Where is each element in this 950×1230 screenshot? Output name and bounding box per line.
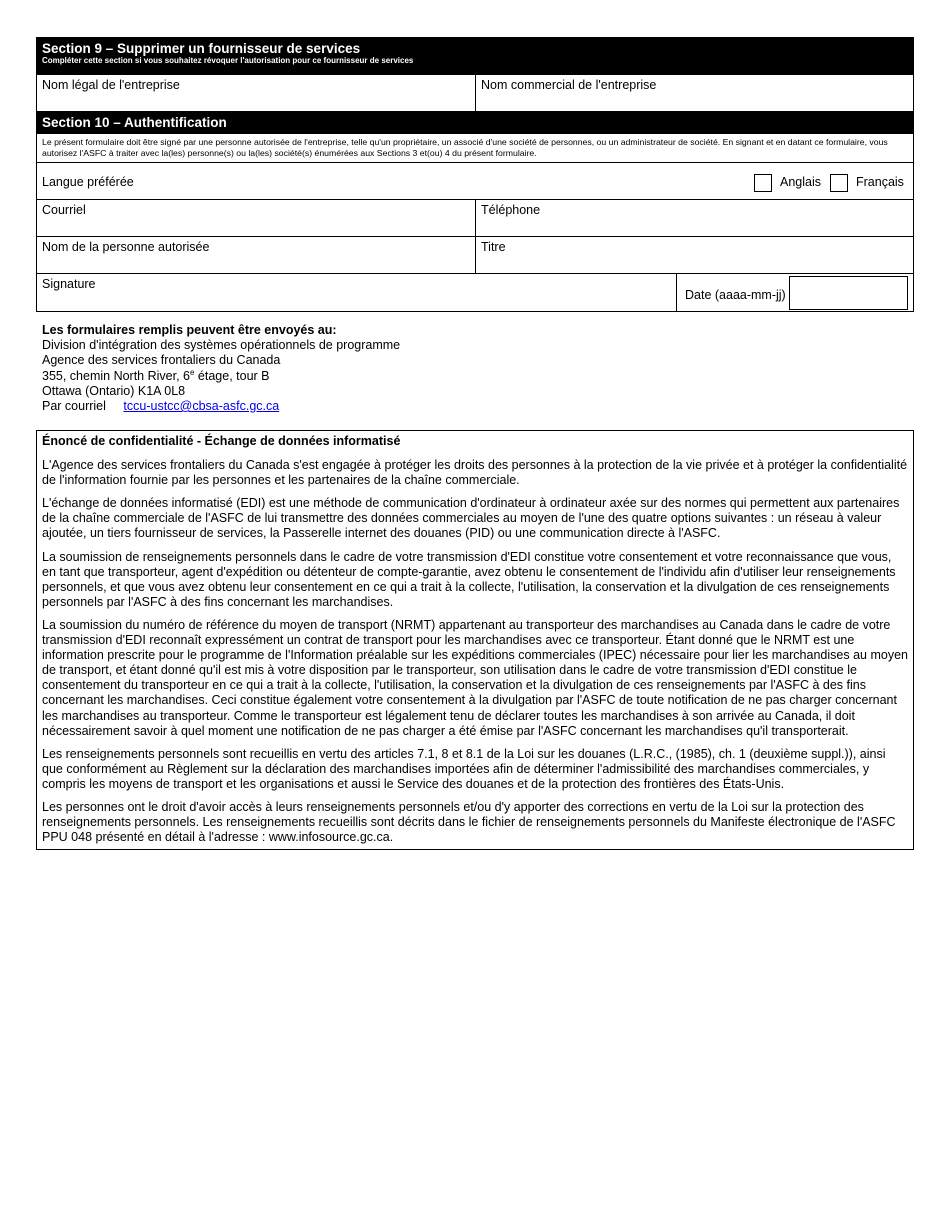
language-label: Langue préférée (42, 175, 134, 189)
mailing-line-4: Ottawa (Ontario) K1A 0L8 (42, 383, 186, 398)
mailing-line-2: Agence des services frontaliers du Canada (42, 353, 281, 368)
english-label: Anglais (780, 175, 821, 189)
section-10-header (36, 112, 914, 134)
title-field[interactable] (475, 236, 914, 274)
mailing-line-1: Division d'intégration des systèmes opérationnels de programme (42, 338, 401, 353)
privacy-heading: Énoncé de confidentialité - Échange de données informatisé (42, 434, 401, 448)
mailing-address-block (42, 323, 542, 414)
mailing-heading: Les formulaires remplis peuvent être envoyés au: (42, 323, 337, 337)
title-label: Titre (481, 240, 506, 254)
phone-field[interactable] (475, 199, 914, 237)
commercial-name-field[interactable] (475, 74, 914, 112)
authentication-notice-text: Le présent formulaire doit être signé par une personne autorisée de l'entreprise, telle qu'un propriétaire, un associé d'une société de personnes, ou un administrateur de société. En signant et en datant ce formulaire, vous autorisez l'ASFC à traiter avec la(les) personne(s) ou la(les) société(s) énumérées aux Sections 3 et(ou) 4 du présent formulaire. (42, 137, 888, 158)
legal-name-label: Nom légal de l'entreprise (42, 78, 180, 92)
french-label: Français (856, 175, 904, 189)
privacy-paragraph: L'échange de données informatisé (EDI) est une méthode de communication d'ordinateur à ordinateur axée sur des normes qui permettent aux partenaires de la chaîne commerciale de l'ASFC de lui transmettre des données commerciales au moyen de l'une des quatre options suivantes : un réseau à valeur ajoutée, un tiers fournisseur de services, la Passerelle internet des douanes (PID) ou une communication directe à l'ASFC. (42, 496, 900, 541)
authentication-notice (36, 133, 914, 163)
authorized-name-label: Nom de la personne autorisée (42, 240, 210, 254)
email-field[interactable] (36, 199, 476, 237)
privacy-paragraph: La soumission du numéro de référence du moyen de transport (NRMT) appartenant au transporteur des marchandises au Canada dans le cadre de votre transmission d'EDI reconnaît expressément un contrat de transport pour les marchandises avec ce transporteur. Étant donné que le NRMT est une information prescrite pour le programme de l'Information préalable sur les expéditions commerciales (IPEC) nécessaire pour lier les marchandises au moyen de transport, et étant donné qu'il est mis à votre disposition par le transporteur, son utilisation dans le cadre de votre transmission d'EDI constitue le consentement du transporteur en ce qui a trait à la collecte, l'utilisation, la conservation et la divulgation de ces renseignements par l'ASFC à des fins concernant les marchandises. Ceci constitue également votre consentement à la divulgation par l'ASFC de toute notification de ne pas charger concernant les marchandises au transporteur. Comme le transporteur est légalement tenu de déclarer toutes les marchandises à son arrivée au Canada, il doit nécessairement savoir à quel moment une notification de ne pas charger a été émise par l'ASFC concernant les marchandises qu'il transporterait. (42, 617, 908, 738)
section-9-header (36, 37, 914, 75)
commercial-name-label: Nom commercial de l'entreprise (481, 78, 657, 92)
mailing-email-row (42, 399, 542, 414)
privacy-paragraph: L'Agence des services frontaliers du Canada s'est engagée à protéger les droits des personnes à la protection de la vie privée et à protéger la confidentialité de l'information fournie par les personnes et les partenaires de la chaîne commerciale. (42, 458, 908, 488)
privacy-statement (36, 430, 914, 850)
signature-label: Signature (42, 277, 96, 291)
date-label: Date (aaaa-mm-jj) (685, 288, 786, 302)
email-label: Courriel (42, 203, 86, 217)
english-checkbox[interactable] (754, 174, 772, 192)
privacy-paragraph: Les personnes ont le droit d'avoir accès à leurs renseignements personnels et/ou d'y apporter des corrections en vertu de la Loi sur la protection des renseignements personnels. Les renseignements recueillis sont décrits dans le fichier de renseignements personnels du Manifeste électronique de l'ASFC PPU 048 présenté en détail à l'adresse : www.infosource.gc.ca. (42, 799, 896, 845)
privacy-paragraph: La soumission de renseignements personnels dans le cadre de votre transmission d'EDI constitue votre consentement et votre reconnaissance que vous, en tant que transporteur, agent d'expédition ou détenteur de compte-garantie, avez obtenu le consentement de l'individu afin d'utiliser leur renseignements personnels, et que vous avez obtenu leur consentement en ce qui a trait à la collecte, l'utilisation, la conservation et la divulgation de ces renseignements personnels par l'ASFC à des fins concernant les marchandises. (42, 549, 896, 609)
phone-label: Téléphone (481, 203, 541, 217)
section-9-subtitle: Compléter cette section si vous souhaitez révoquer l'autorisation pour ce fournisseur de services (42, 56, 414, 65)
section-9-title: Section 9 – Supprimer un fournisseur de services (42, 41, 361, 56)
mailing-line-3: 355, chemin North River, 6e étage, tour B (42, 367, 270, 383)
french-checkbox[interactable] (830, 174, 848, 192)
mailing-email-label: Par courriel (42, 399, 106, 414)
legal-name-field[interactable] (36, 74, 476, 112)
privacy-paragraph: Les renseignements personnels sont recueillis en vertu des articles 7.1, 8 et 8.1 de la Loi sur les douanes (L.R.C., (1985), ch. 1 (deuxième suppl.)), ainsi que conformément au Règlement sur la déclaration des marchandises importées afin de déterminer l'admissibilité des marchandises commerciales, y compris les moyens de transport et les organisations et aussi le Service des douanes et de la protection des frontières des États-Unis. (42, 746, 886, 791)
authorized-name-field[interactable] (36, 236, 476, 274)
section-10-title: Section 10 – Authentification (42, 115, 227, 130)
date-input[interactable] (789, 276, 908, 310)
signature-field[interactable] (36, 273, 677, 312)
mailing-email-link[interactable]: tccu-ustcc@cbsa-asfc.gc.ca (123, 399, 280, 414)
